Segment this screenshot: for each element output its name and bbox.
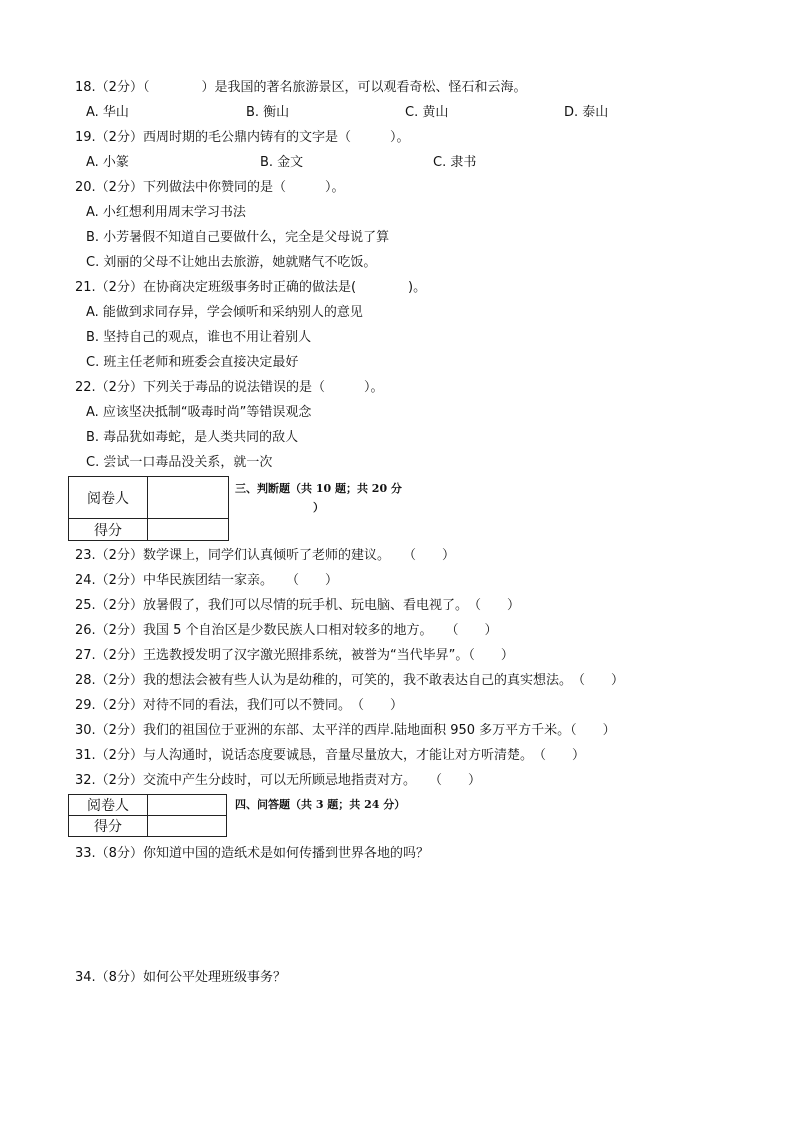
option-22a: A. 应该坚决抵制“吸毒时尚”等错误观念: [86, 405, 312, 420]
option-19b: B. 金文: [260, 155, 304, 170]
question-20: 20.（2分）下列做法中你赞同的是（ ）。: [75, 180, 345, 195]
judgment-25: 25.（2分）放暑假了，我们可以尽情的玩手机、玩电脑、看电视了。 （ ）: [75, 598, 520, 613]
reviewer-cell-2: [148, 795, 227, 816]
option-22b: B. 毒品犹如毒蛇，是人类共同的敌人: [86, 430, 299, 445]
judgment-23: 23.（2分）数学课上，同学们认真倾听了老师的建议。 （ ）: [75, 548, 455, 563]
option-20c: C. 刘丽的父母不让她出去旅游，她就赌气不吃饭。: [86, 255, 377, 270]
essay-33: 33.（8分）你知道中国的造纸术是如何传播到世界各地的吗？: [75, 846, 429, 861]
option-21b: B. 坚持自己的观点，谁也不用让着别人: [86, 330, 312, 345]
judgment-28: 28.（2分）我的想法会被有些人认为是幼稚的，可笑的，我不敢表达自己的真实想法。 （ ）: [75, 673, 624, 688]
score-label: 得分: [69, 519, 148, 541]
judgment-24: 24.（2分）中华民族团结一家亲。 （ ）: [75, 573, 338, 588]
question-21: 21.（2分）在协商决定班级事务时正确的做法是( )。: [75, 280, 427, 295]
judgment-30: 30.（2分）我们的祖国位于亚洲的东部、太平洋的西岸.陆地面积 950 多万平方千米。（ ）: [75, 723, 616, 738]
section-3-title: 三、判断题（共 10 题；共 20 分: [235, 482, 402, 495]
score-cell-2: [148, 816, 227, 837]
option-18a: A. 华山: [86, 105, 129, 120]
reviewer-label-2: 阅卷人: [69, 795, 148, 816]
question-19: 19.（2分）西周时期的毛公鼎内铸有的文字是（ ）。: [75, 130, 410, 145]
option-22c: C. 尝试一口毒品没关系，就一次: [86, 455, 273, 470]
judgment-27: 27.（2分）王选教授发明了汉字激光照排系统，被誉为“当代毕昇”。（ ）: [75, 648, 514, 663]
reviewer-label: 阅卷人: [69, 477, 148, 519]
option-18d: D. 泰山: [564, 105, 609, 120]
score-label-2: 得分: [69, 816, 148, 837]
grader-table-2: [68, 794, 227, 837]
question-18: 18.（2分）（ ）是我国的著名旅游景区，可以观看奇松、怪石和云海。: [75, 80, 527, 95]
judgment-26: 26.（2分）我国 5 个自治区是少数民族人口相对较多的地方。 （ ）: [75, 623, 498, 638]
option-18b: B. 衡山: [246, 105, 290, 120]
judgment-31: 31.（2分）与人沟通时，说话态度要诚恳，音量尽量放大，才能让对方听清楚。 （ ）: [75, 748, 585, 763]
option-20b: B. 小芳暑假不知道自己要做什么，完全是父母说了算: [86, 230, 390, 245]
option-20a: A. 小红想利用周末学习书法: [86, 205, 246, 220]
option-19c: C. 隶书: [433, 155, 477, 170]
essay-34: 34.（8分）如何公平处理班级事务？: [75, 970, 286, 985]
option-18c: C. 黄山: [405, 105, 449, 120]
judgment-29: 29.（2分）对待不同的看法，我们可以不赞同。 （ ）: [75, 698, 403, 713]
section-3-title-end: ）: [313, 501, 324, 514]
reviewer-cell: [148, 477, 229, 519]
question-22: 22.（2分）下列关于毒品的说法错误的是（ ）。: [75, 380, 384, 395]
section-4-title: 四、问答题（共 3 题；共 24 分）: [235, 798, 406, 811]
option-19a: A. 小篆: [86, 155, 129, 170]
score-cell: [148, 519, 229, 541]
option-21c: C. 班主任老师和班委会直接决定最好: [86, 355, 299, 370]
grader-table: [68, 476, 229, 541]
judgment-32: 32.（2分）交流中产生分歧时，可以无所顾忌地指责对方。 （ ）: [75, 773, 481, 788]
option-21a: A. 能做到求同存异，学会倾听和采纳别人的意见: [86, 305, 363, 320]
